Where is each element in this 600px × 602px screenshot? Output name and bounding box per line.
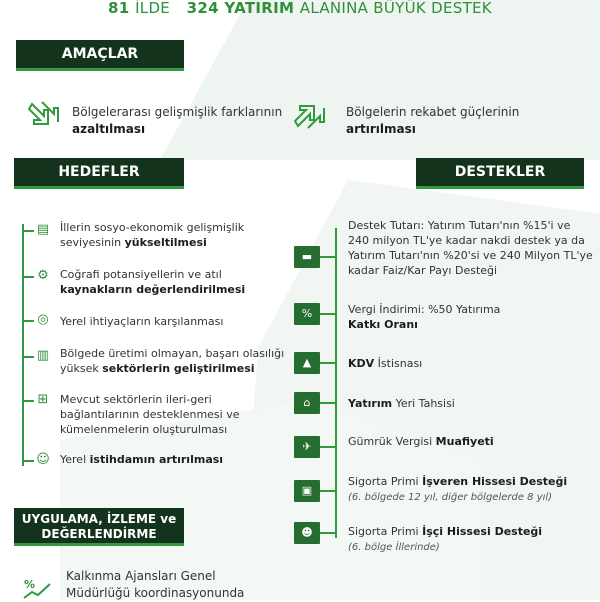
area-word: YATIRIM	[224, 0, 295, 17]
hedefler-connector-line	[22, 224, 24, 466]
coins-icon: ◎	[37, 312, 49, 327]
hedef-item-1: İllerin sosyo-ekonomik gelişmişlik seviyesinin yükseltilmesi	[60, 221, 245, 249]
destek-item-1: Destek Tutarı: Yatırım Tutarı'nın %15'i ve 240 milyon TL'ye kadar nakdi destek ya da Yatırım Tutarı'nın %20'si ve 240 Milyon TL'ye kadar Faiz/Kar Payı Desteği	[348, 219, 593, 277]
amac-item-1: Bölgelerarası gelişmişlik farklarının azaltılması	[72, 105, 283, 136]
hedef-item-6: Yerel istihdamın artırılması	[60, 453, 224, 466]
hedef-item-3: Yerel ihtiyaçların karşılanması	[60, 315, 224, 328]
province-count: 81	[108, 0, 130, 17]
svg-text:%: %	[24, 578, 36, 591]
hedef-item-2: Coğrafi potansiyellerin ve atıl kaynakların değerlendirilmesi	[60, 268, 246, 296]
destek-item-3: KDV İstisnası	[348, 357, 423, 370]
connector	[320, 490, 335, 492]
destek-item-2: Vergi İndirimi: %50 Yatırıma Katkı Oranı	[348, 303, 501, 331]
growth-chart-icon: ▲	[294, 352, 320, 374]
uygulama-banner: UYGULAMA, İZLEME ve DEĞERLENDİRME	[14, 508, 184, 546]
arrows-down-icon	[28, 98, 62, 132]
destek-item-5: Gümrük Vergisi Muafiyeti	[348, 435, 494, 448]
connector	[22, 230, 34, 232]
connector	[320, 532, 335, 534]
uygulama-text: Kalkınma Ajansları Genel Müdürlüğü koordinasyonunda	[66, 569, 245, 600]
bar-chart-icon: ▥	[36, 348, 50, 363]
amac-item-2: Bölgelerin rekabet güçlerinin artırılması	[346, 105, 520, 136]
area-count: 324	[186, 0, 219, 17]
page-title	[0, 0, 600, 18]
employer-icon: ▣	[294, 480, 320, 502]
destek-item-4: Yatırım Yeri Tahsisi	[348, 397, 455, 410]
connector	[22, 400, 34, 402]
connector	[22, 356, 34, 358]
destekler-banner	[416, 158, 584, 189]
customs-icon: ✈	[294, 436, 320, 458]
connector	[320, 256, 335, 258]
people-icon: ☺	[36, 452, 50, 467]
title-rest: ALANINA BÜYÜK DESTEK	[299, 0, 492, 17]
hedefler-title: HEDEFLER	[58, 164, 140, 180]
connector	[22, 460, 34, 462]
province-word: İLDE	[135, 0, 171, 17]
destek-item-6: Sigorta Primi İşveren Hissesi Desteği (6. bölgede 12 yıl, diğer bölgelerde 8 yıl)	[348, 475, 568, 503]
land-icon: ⌂	[294, 392, 320, 414]
percent-icon: %	[294, 303, 320, 325]
chart-document-icon: ▤	[36, 222, 50, 237]
connector	[22, 276, 34, 278]
connector	[320, 402, 335, 404]
amaclar-banner	[16, 40, 184, 71]
connector	[320, 313, 335, 315]
destek-item-7: Sigorta Primi İşçi Hissesi Desteği (6. bölge İllerinde)	[348, 525, 543, 553]
hedef-item-4: Bölgede üretimi olmayan, başarı olasılığı yüksek sektörlerin geliştirilmesi	[60, 347, 285, 375]
connector	[320, 446, 335, 448]
network-icon: ⊞	[37, 392, 49, 407]
hedef-item-5: Mevcut sektörlerin ileri-geri bağlantılarının desteklenmesi ve kümelenmelerin oluşturulması	[60, 393, 240, 436]
connector	[22, 320, 34, 322]
arrows-up-icon	[294, 98, 328, 132]
worker-icon: ☻	[294, 522, 320, 544]
connector	[320, 362, 335, 364]
destekler-connector-line	[335, 228, 337, 538]
gears-icon: ⚙	[37, 268, 49, 283]
destekler-title: DESTEKLER	[454, 164, 546, 180]
money-icon: ▬	[294, 246, 320, 268]
hedefler-banner	[14, 158, 184, 189]
percent-chart-icon	[22, 576, 52, 600]
amaclar-title: AMAÇLAR	[61, 46, 139, 62]
